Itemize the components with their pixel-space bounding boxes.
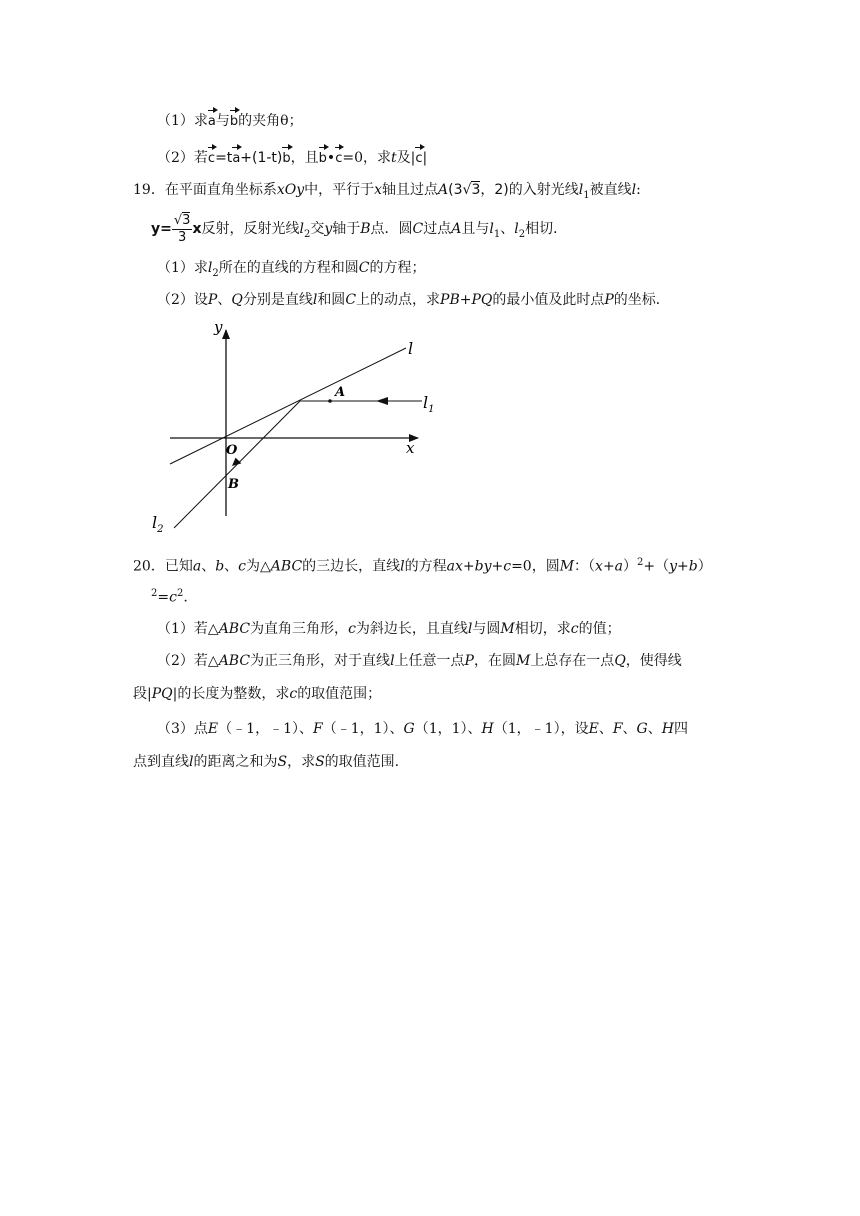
ray-l1-label: $l_1$: [423, 393, 435, 415]
x-axis-label: x: [406, 439, 415, 457]
vector-a: a: [208, 108, 216, 132]
q18-part1: （1）求a与b的夹角θ；: [157, 108, 303, 132]
q19-part1: （1）求$l_2$所在的直线的方程和圆C的方程；: [157, 260, 426, 279]
line-l-label: l: [408, 339, 414, 358]
line-l: [170, 348, 406, 464]
q19-line1: 19．在平面直角坐标系xOy中，平行于x轴且过点A(3√3，2)的入射光线$l_1$被直线l:: [133, 182, 641, 201]
coordinate-figure: [140, 318, 440, 540]
q20-part2-line1: （2）若△ABC为正三角形，对于直线l上任意一点P，在圆M上总存在一点Q，使得线: [157, 653, 682, 669]
q20-part3-line2: 点到直线l的距离之和为S，求S的取值范围.: [133, 754, 400, 770]
vector-c: c: [415, 145, 422, 169]
question-number: 19．: [133, 182, 165, 198]
q20-line2: $^2=c^2$.: [151, 588, 188, 606]
point-a: [328, 399, 332, 403]
vector-b: b: [230, 108, 238, 132]
point-a-label: A: [335, 385, 346, 400]
ray-l2-label: $l_2$: [152, 513, 164, 535]
origin-label: O: [226, 443, 238, 458]
q20-part2-line2: 段|PQ|的长度为整数，求c的取值范围；: [133, 686, 382, 702]
vector-c: c: [208, 145, 215, 169]
q18-part2: （2）若c=ta+(1-t)b，且b•c=0，求t及|c|: [157, 145, 427, 169]
q19-line2: y= $\frac{√3}{3}$ x反射，反射光线$l_2$交y轴于B点．圆C过点A且与$l_1$、$l_2$相切．: [151, 212, 568, 245]
vector-c: c: [335, 145, 342, 169]
point-b-label: B: [228, 477, 239, 492]
y-axis-label: y: [214, 318, 223, 336]
vector-a: a: [232, 145, 240, 169]
question-number: 20．: [133, 558, 165, 575]
vector-b: b: [282, 145, 290, 169]
q20-part1: （1）若△ABC为直角三角形，c为斜边长，且直线l与圆M相切，求c的值；: [157, 621, 621, 637]
sqrt-symbol: √: [462, 182, 472, 198]
q20-part3-line1: （3）点E（﹣1，﹣1）、F（﹣1，1）、G（1，1）、H（1，﹣1），设E、F、G、H四: [157, 721, 688, 737]
q19-part2: （2）设P、Q分别是直线l和圆C上的动点，求PB+PQ的最小值及此时点P的坐标．: [157, 292, 670, 308]
ray-l1-arrow: [376, 397, 388, 405]
vector-b: b: [319, 145, 327, 169]
q20-line1: 20．已知a、b、c为△ABC的三边长，直线l的方程ax+by+c=0，圆M：$(x+a)^2+(y+b)$: [133, 557, 712, 575]
fraction-sqrt3-over-3: $\frac{√3}{3}$: [173, 212, 191, 245]
